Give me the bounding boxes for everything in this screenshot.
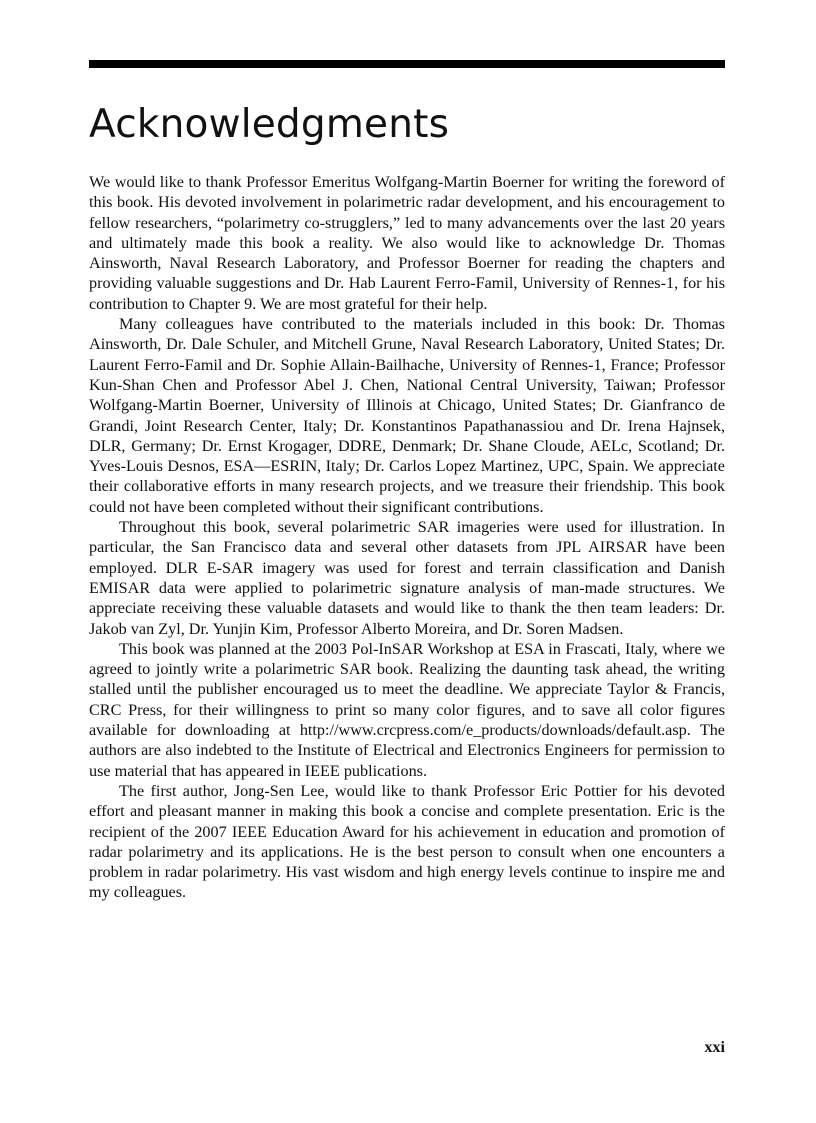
page-title: Acknowledgments [89, 102, 450, 147]
body-text [89, 172, 725, 903]
paragraph-first-author-thanks: The first author, Jong-Sen Lee, would like to thank Professor Eric Pottier for his devoted effort and pleasant manner in making this book a concise and complete presentation. Eric is the recipient of the 2007 IEEE Education Award for his achievement in education and promotion of radar polarimetry and its applications. He is the best person to consult when one encounters a problem in radar polarimetry. His vast wisdom and high energy levels continue to inspire me and my colleagues. [89, 781, 725, 902]
paragraph-datasets: Throughout this book, several polarimetric SAR imageries were used for illustration. In particular, the San Francisco data and several other datasets from JPL AIRSAR have been employed. DLR E-SAR imagery was used for forest and terrain classification and Danish EMISAR data were applied to polarimetric signature analysis of man-made structures. We appreciate receiving these valuable datasets and would like to thank the then team leaders: Dr. Jakob van Zyl, Dr. Yunjin Kim, Professor Alberto Moreira, and Dr. Soren Madsen. [89, 518, 725, 638]
page-number: xxi [704, 1039, 725, 1056]
paragraph-colleagues: Many colleagues have contributed to the materials included in this book: Dr. Thomas Ainsworth, Dr. Dale Schuler, and Mitchell Grune, Naval Research Laboratory, United States; Dr. Laurent Ferro-Famil and Dr. Sophie Allain-Bailhache, University of Rennes-1, France; Professor Kun-Shan Chen and Professor Abel J. Chen, National Central University, Taiwan; Professor Wolfgang-Martin Boerner, University of Illinois at Chicago, United States; Dr. Gianfranco de Grandi, Joint Research Center, Italy; Dr. Konstantinos Papathanassiou and Dr. Irena Hajnsek, DLR, Germany; Dr. Ernst Krogager, DDRE, Denmark; Dr. Shane Cloude, AELc, Scotland; Dr. Yves-Louis Desnos, ESA—ESRIN, Italy; Dr. Carlos Lopez Martinez, UPC, Spain. We appreciate their collaborative efforts in many research projects, and we treasure their friendship. This book could not have been completed without their significant contributions. [89, 315, 725, 516]
paragraph-thanks-foreword: We would like to thank Professor Emeritus Wolfgang-Martin Boerner for writing the foreword of this book. His devoted involvement in polarimetric radar development, and his encouragement to fellow researchers, “polarimetry co-strugglers,” led to many advancements over the last 20 years and ultimately made this book a reality. We also would like to acknowledge Dr. Thomas Ainsworth, Naval Research Laboratory, and Professor Boerner for reading the chapters and providing valuable suggestions and Dr. Hab Laurent Ferro-Famil, University of Rennes-1, for his contribution to Chapter 9. We are most grateful for their help. [89, 173, 725, 313]
paragraph-book-planning: This book was planned at the 2003 Pol-InSAR Workshop at ESA in Frascati, Italy, where we agreed to jointly write a polarimetric SAR book. Realizing the daunting task ahead, the writing stalled until the publisher encouraged us to meet the deadline. We appreciate Taylor & Francis, CRC Press, for their willingness to print so many color figures, and to save all color figures available for downloading at http://www.crcpress.com/e_products/downloads/default.asp. The authors are also indebted to the Institute of Electrical and Electronics Engineers for permission to use material that has appeared in IEEE publications. [89, 639, 725, 780]
chapter-top-rule [89, 60, 725, 68]
